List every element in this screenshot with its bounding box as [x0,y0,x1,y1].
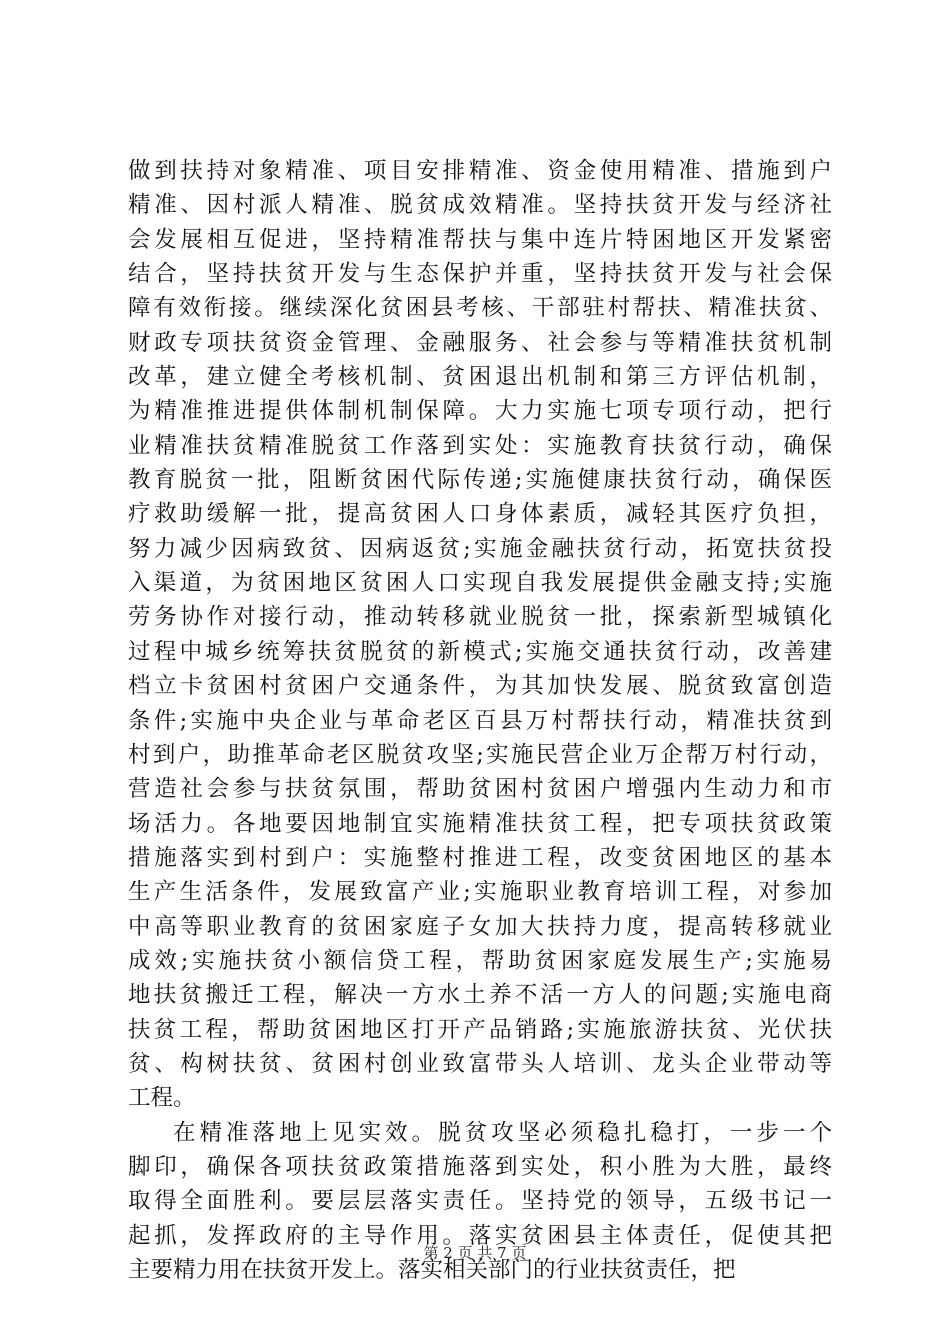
text-line: 贫、构树扶贫、贫困村创业致富带头人培训、龙头企业带动等 [128,1050,832,1077]
text-line: 村到户，助推革命老区脱贫攻坚;实施民营企业万企帮万村行动， [128,741,832,768]
page-footer: 第 2 页 共 7 页 [423,1244,527,1262]
text-line: 为精准推进提供体制机制保障。大力实施七项专项行动，把行 [128,398,832,425]
text-line: 取得全面胜利。要层层落实责任。坚持党的领导，五级书记一 [128,1188,832,1215]
text-line: 劳务协作对接行动，推动转移就业脱贫一批，探索新型城镇化 [128,604,832,631]
text-line: 业精准扶贫精准脱贫工作落到实处：实施教育扶贫行动，确保 [128,432,832,459]
text-line: 工程。 [128,1085,196,1112]
text-line: 地扶贫搬迁工程，解决一方水土养不活一方人的问题;实施电商 [128,982,832,1009]
text-line: 起抓，发挥政府的主导作用。落实贫困县主体责任，促使其把 [128,1222,832,1249]
text-line: 主要精力用在扶贫开发上。落实相关部门的行业扶贫责任，把 [128,1257,736,1283]
text-line: 场活力。各地要因地制宜实施精准扶贫工程，把专项扶贫政策 [128,810,832,837]
text-line: 生产生活条件，发展致富产业;实施职业教育培训工程，对参加 [128,879,832,906]
text-line: 结合，坚持扶贫开发与生态保护并重，坚持扶贫开发与社会保 [128,261,832,288]
text-line: 入渠道，为贫困地区贫困人口实现自我发展提供金融支持;实施 [128,570,832,597]
text-line: 疗救助缓解一批，提高贫困人口身体素质，减轻其医疗负担， [128,501,832,528]
text-line: 障有效衔接。继续深化贫困县考核、干部驻村帮扶、精准扶贫、 [128,295,832,322]
text-line: 扶贫工程，帮助贫困地区打开产品销路;实施旅游扶贫、光伏扶 [128,1016,832,1043]
text-line: 在精准落地上见实效。脱贫攻坚必须稳扎稳打，一步一个 [173,1119,832,1146]
text-line: 中高等职业教育的贫困家庭子女加大扶持力度，提高转移就业 [128,913,832,940]
document-body [128,154,832,1287]
text-line: 财政专项扶贫资金管理、金融服务、社会参与等精准扶贫机制 [128,329,832,356]
text-line: 成效;实施扶贫小额信贷工程，帮助贫困家庭发展生产;实施易 [128,947,832,974]
text-line: 精准、因村派人精准、脱贫成效精准。坚持扶贫开发与经济社 [128,192,832,219]
text-line: 过程中城乡统筹扶贫脱贫的新模式;实施交通扶贫行动，改善建 [128,638,832,665]
text-line: 努力减少因病致贫、因病返贫;实施金融扶贫行动，拓宽扶贫投 [128,535,832,562]
text-line: 改革，建立健全考核机制、贫困退出机制和第三方评估机制， [128,364,832,391]
paragraph [128,154,832,1116]
text-line: 做到扶持对象精准、项目安排精准、资金使用精准、措施到户 [128,158,832,184]
text-line: 教育脱贫一批，阻断贫困代际传递;实施健康扶贫行动，确保医 [128,467,832,494]
text-line: 措施落实到村到户：实施整村推进工程，改变贫困地区的基本 [128,844,832,871]
text-line: 档立卡贫困村贫困户交通条件，为其加快发展、脱贫致富创造 [128,673,832,700]
text-line: 会发展相互促进，坚持精准帮扶与集中连片特困地区开发紧密 [128,226,832,253]
text-line: 条件;实施中央企业与革命老区百县万村帮扶行动，精准扶贫到 [128,707,832,734]
text-line: 脚印，确保各项扶贫政策措施落到实处，积小胜为大胜，最终 [128,1153,832,1180]
text-line: 营造社会参与扶贫氛围，帮助贫困村贫困户增强内生动力和市 [128,776,832,803]
